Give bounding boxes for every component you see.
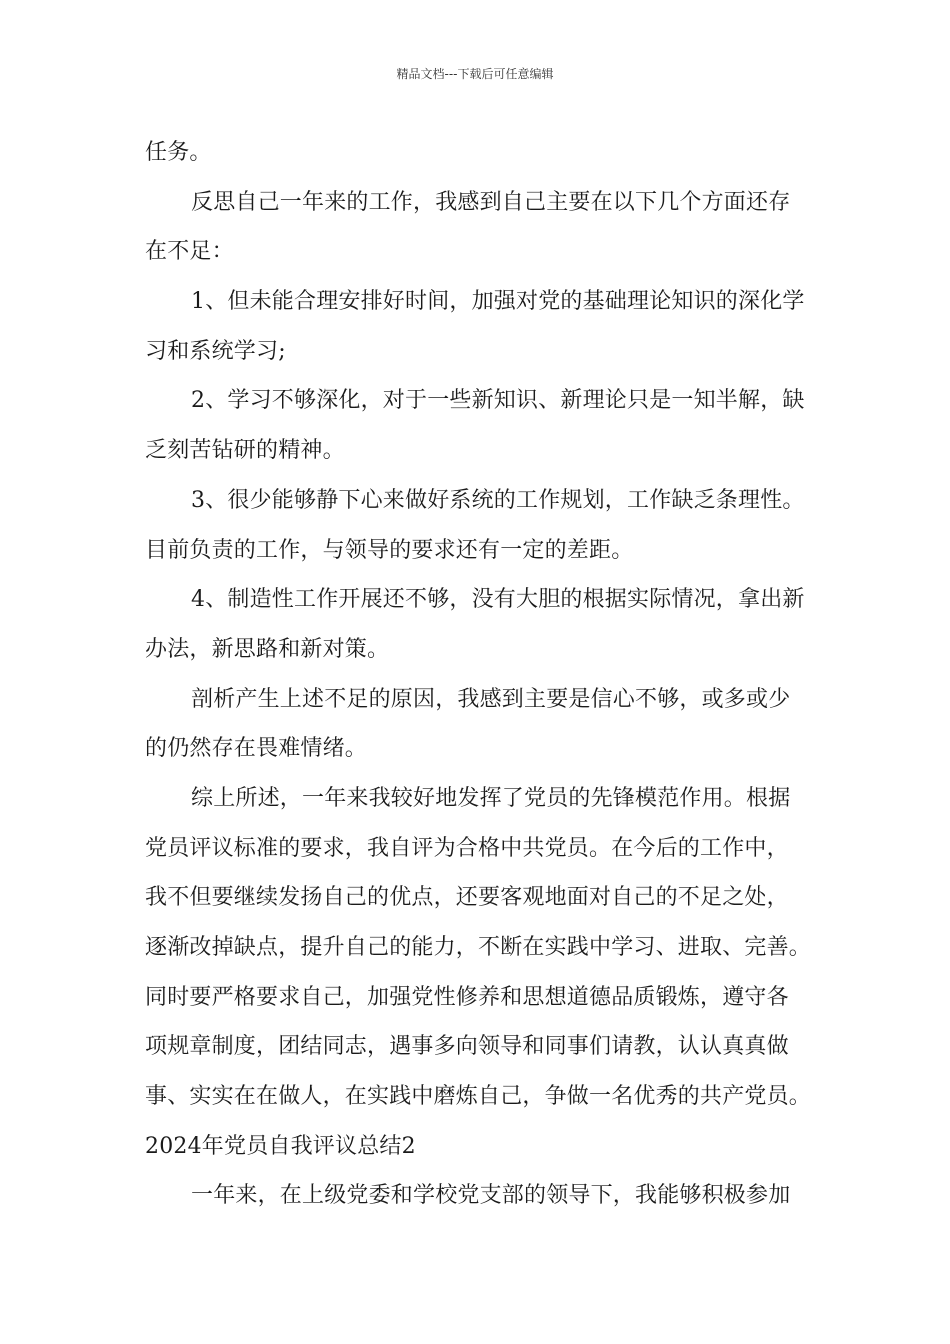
text-line: 同时要严格要求自己，加强党性修养和思想道德品质锻炼，遵守各 (145, 984, 789, 1010)
text-line: 逐渐改掉缺点，提升自己的能力，不断在实践中学习、进取、完善。 (145, 935, 812, 960)
text-line: 任务。 (145, 140, 212, 165)
text-line: 乏刻苦钻研的精神。 (145, 438, 345, 464)
document-body (145, 128, 812, 1221)
text-line: 项规章制度，团结同志，遇事多向领导和同事们请教，认认真真做 (145, 1034, 789, 1060)
page-header: 精品文档---下载后可任意编辑 (396, 67, 554, 81)
text-line: 党员评议标准的要求，我自评为合格中共党员。在今后的工作中， (145, 835, 789, 861)
text-line: 剖析产生上述不足的原因，我感到主要是信心不够，或多或少 (191, 686, 791, 712)
text-line: 4、制造性工作开展还不够，没有大胆的根据实际情况，拿出新 (191, 587, 805, 613)
text-line: 我不但要继续发扬自己的优点，还要客观地面对自己的不足之处， (145, 885, 789, 911)
text-line: 事、实实在在做人，在实践中磨炼自己，争做一名优秀的共产党员。 (145, 1084, 812, 1110)
text-line: 综上所述，一年来我较好地发挥了党员的先锋模范作用。根据 (191, 785, 791, 811)
text-line: 办法，新思路和新对策。 (145, 636, 390, 662)
text-line: 1、但未能合理安排好时间，加强对党的基础理论知识的深化学 (191, 289, 805, 315)
text-line: 3、很少能够静下心来做好系统的工作规划，工作缺乏条理性。 (191, 487, 805, 513)
text-line: 2、学习不够深化，对于一些新知识、新理论只是一知半解，缺 (191, 388, 805, 414)
text-line: 习和系统学习; (145, 338, 286, 364)
text-line: 一年来，在上级党委和学校党支部的领导下，我能够积极参加 (191, 1183, 791, 1209)
text-line: 的仍然存在畏难情绪。 (145, 736, 368, 762)
section-heading: 2024年党员自我评议总结2 (145, 1133, 416, 1159)
text-line: 反思自己一年来的工作，我感到自己主要在以下几个方面还存 (191, 189, 791, 215)
text-line: 在不足： (145, 239, 234, 265)
text-line: 目前负责的工作，与领导的要求还有一定的差距。 (145, 537, 634, 563)
